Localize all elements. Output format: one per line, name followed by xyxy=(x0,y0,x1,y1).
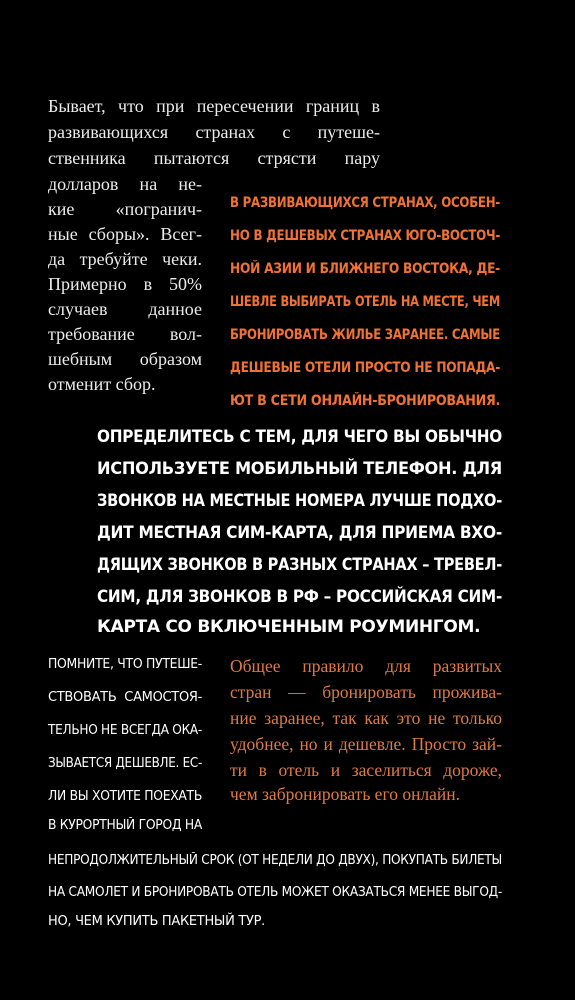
text-line: ти в отель и заселиться дороже, xyxy=(230,760,502,780)
text-line: ПОМНИТЕ, ЧТО ПУТЕШЕ- xyxy=(48,657,202,672)
text-line: НЕПРОДОЛЖИТЕЛЬНЫЙ СРОК (ОТ НЕДЕЛИ ДО ДВУХ), ПОКУПАТЬ БИЛЕТЫ xyxy=(48,853,502,868)
text-line: стран — бронировать прожива- xyxy=(230,682,502,702)
text-line: чем забронировать его онлайн. xyxy=(230,784,461,804)
text-line: отменит сбор. xyxy=(48,374,156,394)
text-line: ШЕВЛЕ ВЫБИРАТЬ ОТЕЛЬ НА МЕСТЕ, ЧЕМ xyxy=(230,294,501,310)
text-line: В РАЗВИВАЮЩИХСЯ СТРАНАХ, ОСОБЕН- xyxy=(230,195,500,211)
text-line: ДЯЩИХ ЗВОНКОВ В РАЗНЫХ СТРАНАХ – ТРЕВЕЛ- xyxy=(97,555,503,575)
text-line: НО, ЧЕМ КУПИТЬ ПАКЕТНЫЙ ТУР. xyxy=(48,914,265,929)
text-line: ОПРЕДЕЛИТЕСЬ С ТЕМ, ДЛЯ ЧЕГО ВЫ ОБЫЧНО xyxy=(97,427,503,447)
text-line: СИМ, ДЛЯ ЗВОНКОВ В РФ – РОССИЙСКАЯ СИМ- xyxy=(97,587,503,607)
text-line: долларов на не- xyxy=(48,174,202,194)
text-line: да требуйте чеки. xyxy=(48,249,202,269)
text-line: НА САМОЛЕТ И БРОНИРОВАТЬ ОТЕЛЬ МОЖЕТ ОКАЗАТЬСЯ МЕНЕЕ ВЫГОД- xyxy=(48,885,502,900)
text-line: случаев данное xyxy=(48,299,202,319)
text-line: ЗЫВАЕТСЯ ДЕШЕВЛЕ. ЕС- xyxy=(48,756,203,771)
text-line: ственника пытаются стрясти пару xyxy=(48,148,380,168)
text-line: ные сборы». Всег- xyxy=(48,224,202,244)
text-line: шебным образом xyxy=(48,349,202,369)
text-line: кие «погранич- xyxy=(48,199,202,219)
text-line: Общее правило для развитых xyxy=(230,656,502,676)
text-line: требование вол- xyxy=(48,324,202,344)
text-line: ТЕЛЬНО НЕ ВСЕГДА ОКА- xyxy=(48,723,203,738)
text-line: ЛИ ВЫ ХОТИТЕ ПОЕХАТЬ xyxy=(48,789,203,804)
text-line: В КУРОРТНЫЙ ГОРОД НА xyxy=(48,818,202,833)
text-line: ДЕШЕВЫЕ ОТЕЛИ ПРОСТО НЕ ПОПАДА- xyxy=(230,360,501,376)
text-line: Бывает, что при пересечении границ в xyxy=(48,96,380,116)
text-line: ние заранее, так как это не только xyxy=(230,708,502,728)
text-line: БРОНИРОВАТЬ ЖИЛЬЕ ЗАРАНЕЕ. САМЫЕ xyxy=(230,327,501,343)
text-line: НОЙ АЗИИ И БЛИЖНЕГО ВОСТОКА, ДЕ- xyxy=(230,261,501,277)
text-line: ДИТ МЕСТНАЯ СИМ-КАРТА, ДЛЯ ПРИЕМА ВХО- xyxy=(97,523,503,543)
text-line: ЮТ В СЕТИ ОНЛАЙН-БРОНИРОВАНИЯ. xyxy=(230,393,501,409)
text-line: КАРТА СО ВКЛЮЧЕННЫМ РОУМИНГОМ. xyxy=(97,617,481,637)
text-line: Примерно в 50% xyxy=(48,274,202,294)
text-line: ЗВОНКОВ НА МЕСТНЫЕ НОМЕРА ЛУЧШЕ ПОДХО- xyxy=(97,491,503,511)
text-line: СТВОВАТЬ САМОСТОЯ- xyxy=(48,690,202,705)
text-line: ИСПОЛЬЗУЕТЕ МОБИЛЬНЫЙ ТЕЛЕФОН. ДЛЯ xyxy=(97,459,502,479)
text-line: развивающихся странах с путеше- xyxy=(48,122,380,142)
text-line: НО В ДЕШЕВЫХ СТРАНАХ ЮГО-ВОСТОЧ- xyxy=(230,228,501,244)
text-line: удобнее, но и дешевле. Просто зай- xyxy=(230,734,502,754)
